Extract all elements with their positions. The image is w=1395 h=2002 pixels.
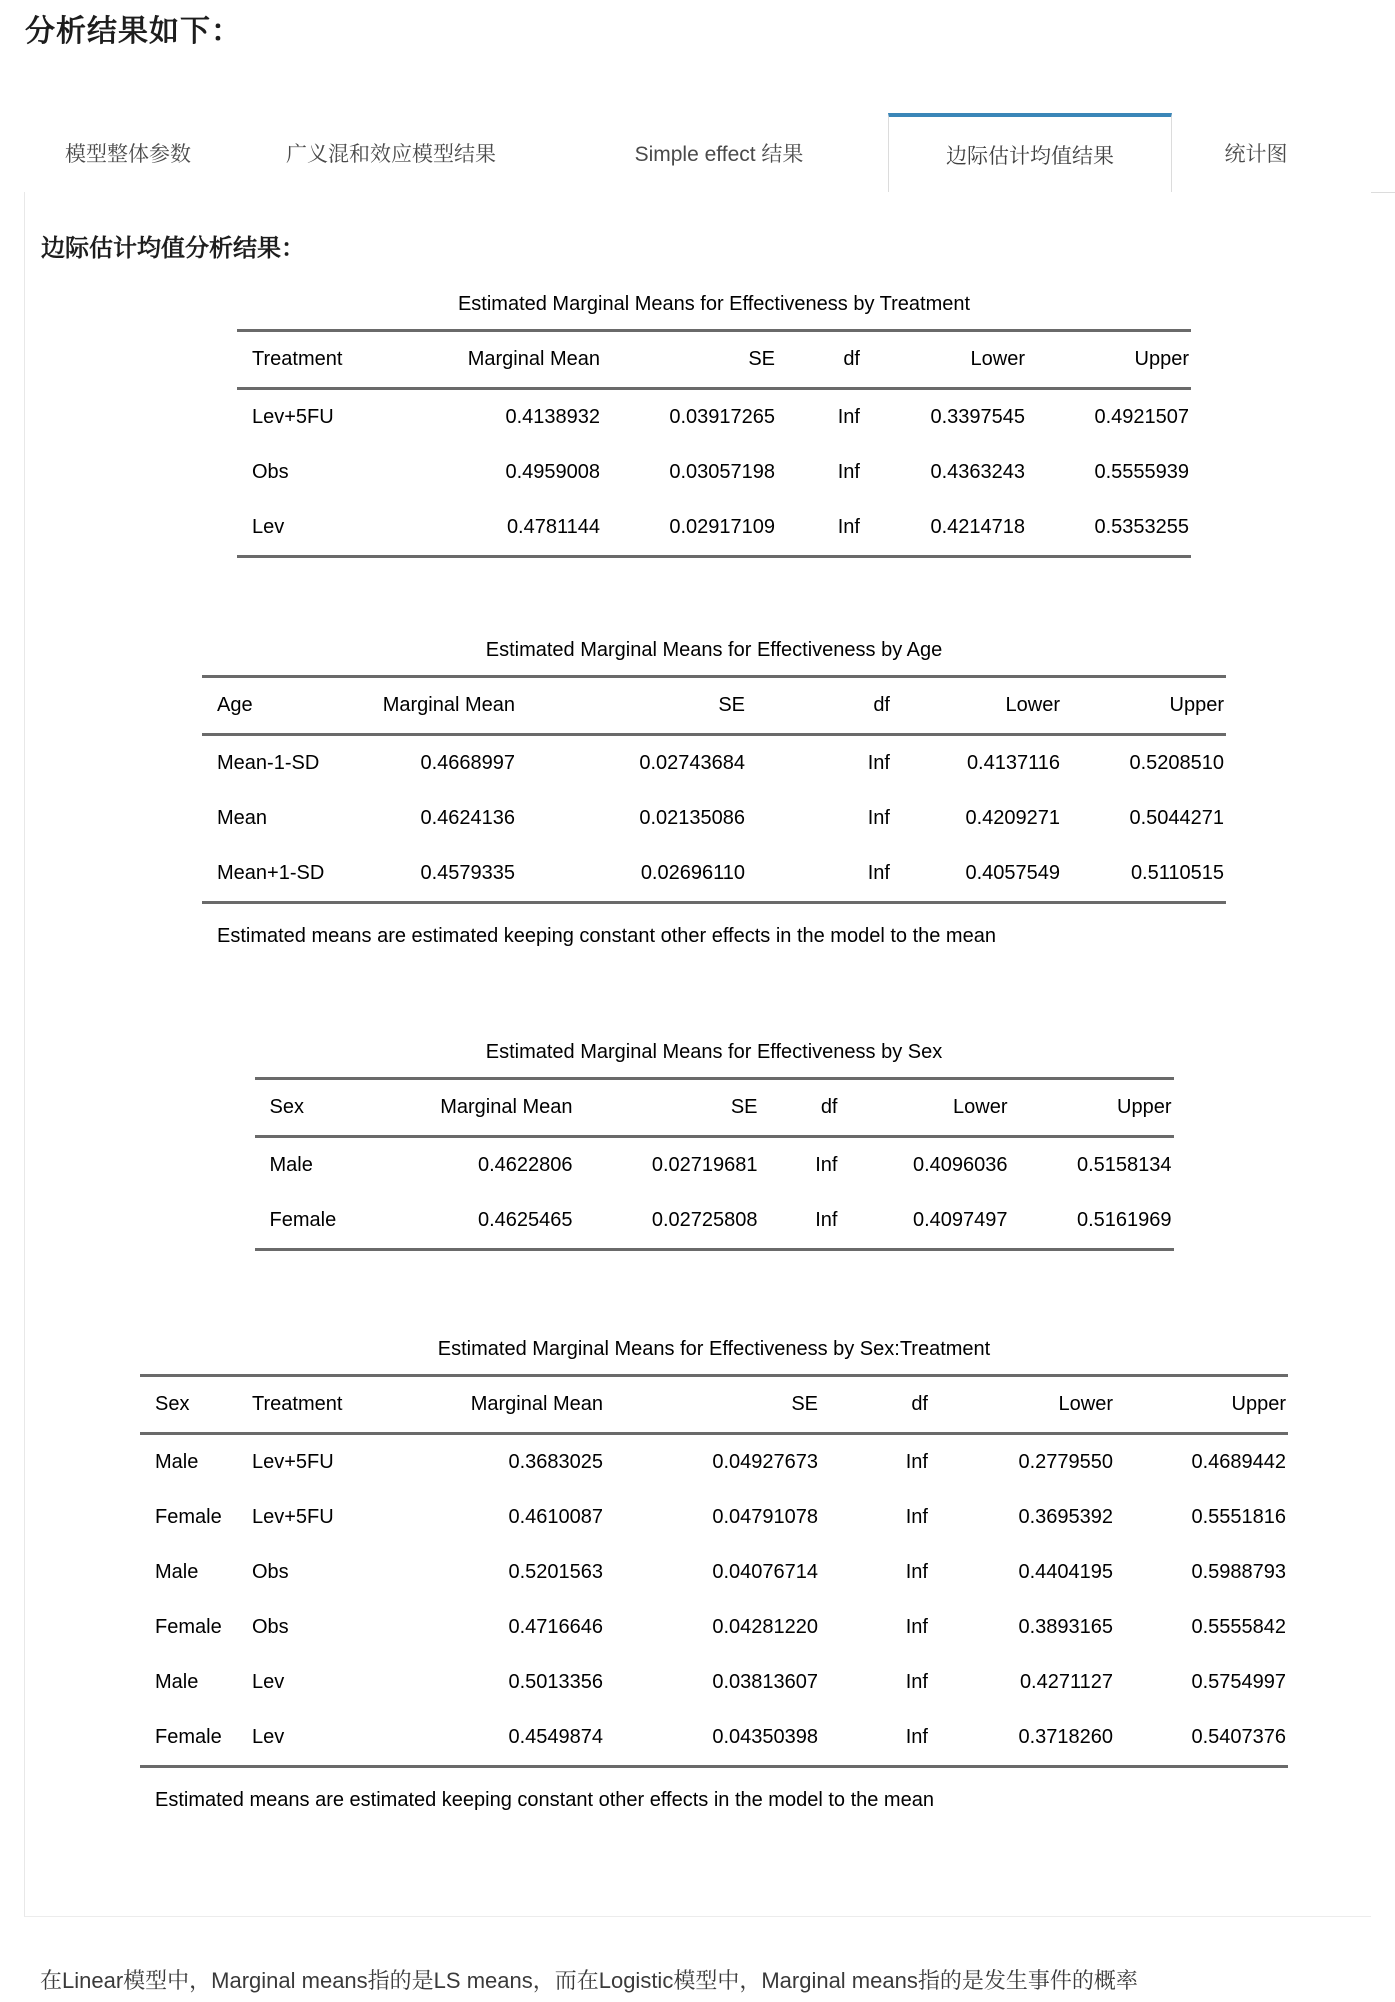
- column-header: Upper: [1117, 1096, 1172, 1118]
- table-header-row: [255, 1079, 1174, 1137]
- emm-table-block: [140, 1338, 1288, 1812]
- table-cell: Lev+5FU: [252, 406, 334, 428]
- column-header: Marginal Mean: [382, 694, 515, 716]
- tab-glmm-results[interactable]: [232, 113, 550, 192]
- table-cell: Inf: [867, 807, 890, 829]
- table-cell: 0.4404195: [1018, 1561, 1113, 1583]
- column-header: Lower: [1005, 694, 1060, 716]
- table-cell: Obs: [252, 1616, 289, 1638]
- column-header: Upper: [1231, 1393, 1286, 1415]
- table-cell: Inf: [837, 516, 860, 538]
- table-cell: Inf: [837, 406, 860, 428]
- tab-bar: [24, 113, 1395, 193]
- table-cell: 0.4057549: [965, 862, 1060, 884]
- tab-label: 边际估计均值结果: [946, 145, 1114, 168]
- table-cell: 0.2779550: [1018, 1451, 1113, 1473]
- table-cell: 0.02719681: [651, 1154, 758, 1176]
- table-cell: 0.02725808: [651, 1209, 758, 1231]
- table-cell: Lev+5FU: [252, 1506, 334, 1528]
- page-title: 分析结果如下：: [25, 15, 242, 48]
- table-cell: 0.04791078: [712, 1506, 818, 1528]
- table-title: Estimated Marginal Means for Effectiveness by Age: [485, 639, 943, 661]
- table-cell: 0.5158134: [1076, 1154, 1172, 1176]
- column-header: Treatment: [252, 348, 343, 370]
- table-cell: 0.02917109: [669, 516, 775, 538]
- column-header: Upper: [1134, 348, 1189, 370]
- table-header-row: [237, 331, 1191, 389]
- column-header: Sex: [269, 1096, 304, 1118]
- column-header: SE: [730, 1096, 758, 1118]
- table-row: [255, 1193, 1174, 1250]
- table-cell: Lev: [252, 1671, 285, 1693]
- table-cell: 0.4096036: [912, 1154, 1008, 1176]
- column-header: Marginal Mean: [467, 348, 600, 370]
- emm-table: [140, 1374, 1288, 1768]
- table-cell: Inf: [815, 1154, 838, 1176]
- table-row: [255, 1137, 1174, 1194]
- table-cell: 0.5201563: [508, 1561, 603, 1583]
- table-cell: 0.4138932: [505, 406, 600, 428]
- table-footnote: Estimated means are estimated keeping constant other effects in the model to the mean: [217, 925, 996, 947]
- column-header: SE: [791, 1393, 818, 1415]
- tab-stat-plots[interactable]: [1172, 113, 1340, 192]
- table-cell: Female: [155, 1726, 222, 1748]
- table-row: [237, 445, 1191, 500]
- table-row: [202, 735, 1226, 792]
- table-cell: 0.03917265: [669, 406, 775, 428]
- table-cell: 0.04350398: [712, 1726, 818, 1748]
- table-cell: 0.5407376: [1191, 1726, 1286, 1748]
- column-header: Sex: [155, 1393, 190, 1415]
- table-cell: Female: [269, 1209, 337, 1231]
- table-cell: 0.4668997: [420, 752, 515, 774]
- table-cell: 0.4214718: [930, 516, 1025, 538]
- table-cell: 0.4579335: [420, 862, 515, 884]
- tab-panel: [24, 192, 1371, 1917]
- table-cell: Lev: [252, 1726, 285, 1748]
- table-cell: 0.5555842: [1191, 1616, 1286, 1638]
- table-title: Estimated Marginal Means for Effectiveness by Sex: [485, 1041, 943, 1063]
- table-cell: 0.4549874: [508, 1726, 603, 1748]
- table-cell: 0.5754997: [1191, 1671, 1286, 1693]
- table-cell: 0.4209271: [965, 807, 1060, 829]
- table-cell: Obs: [252, 1561, 289, 1583]
- table-cell: Mean+1-SD: [217, 862, 325, 884]
- table-cell: 0.3893165: [1018, 1616, 1113, 1638]
- table-row: [140, 1434, 1288, 1491]
- table-cell: 0.5044271: [1129, 807, 1224, 829]
- tab-label: 广义混和效应模型结果: [286, 142, 496, 166]
- table-cell: 0.04076714: [712, 1561, 818, 1583]
- column-header: SE: [718, 694, 745, 716]
- table-cell: 0.5555939: [1094, 461, 1189, 483]
- table-cell: 0.5161969: [1076, 1209, 1172, 1231]
- table-row: [140, 1600, 1288, 1655]
- table-cell: Inf: [837, 461, 860, 483]
- tab-label: Simple effect 结果: [634, 142, 804, 166]
- column-header: Lower: [953, 1096, 1008, 1118]
- table-cell: 0.5988793: [1191, 1561, 1286, 1583]
- tab-label: 模型整体参数: [65, 142, 191, 166]
- table-row: [237, 500, 1191, 557]
- table-cell: Inf: [905, 1451, 928, 1473]
- table-cell: 0.4921507: [1094, 406, 1189, 428]
- table-row: [237, 389, 1191, 446]
- table-row: [140, 1655, 1288, 1710]
- table-cell: 0.5551816: [1191, 1506, 1286, 1528]
- table-row: [202, 791, 1226, 846]
- table-cell: 0.02743684: [639, 752, 745, 774]
- table-header-row: [140, 1376, 1288, 1434]
- section-heading: 边际估计均值分析结果：: [41, 235, 305, 262]
- tab-label: 统计图: [1224, 142, 1288, 166]
- emm-table-block: [237, 293, 1191, 558]
- emm-table: [237, 329, 1191, 558]
- table-cell: Male: [269, 1154, 313, 1176]
- table-cell: 0.3397545: [930, 406, 1025, 428]
- table-cell: Inf: [905, 1671, 928, 1693]
- column-header: Lower: [970, 348, 1025, 370]
- table-cell: 0.4610087: [508, 1506, 603, 1528]
- tables-container: [25, 293, 1371, 1812]
- column-header: Lower: [1058, 1393, 1113, 1415]
- table-row: [140, 1545, 1288, 1600]
- emm-table: [255, 1077, 1174, 1251]
- emm-table: [202, 675, 1226, 904]
- table-cell: Inf: [905, 1506, 928, 1528]
- emm-table-block: [255, 1041, 1174, 1251]
- table-cell: 0.3683025: [508, 1451, 603, 1473]
- table-cell: Obs: [252, 461, 289, 483]
- column-header: Treatment: [252, 1393, 343, 1415]
- table-cell: 0.3718260: [1018, 1726, 1113, 1748]
- table-cell: Female: [155, 1616, 222, 1638]
- table-cell: Inf: [867, 752, 890, 774]
- table-cell: 0.4097497: [912, 1209, 1008, 1231]
- table-cell: 0.4716646: [508, 1616, 603, 1638]
- table-cell: 0.5013356: [508, 1671, 603, 1693]
- table-cell: 0.5110515: [1130, 862, 1224, 884]
- tab-model-overall-params[interactable]: [24, 113, 232, 192]
- column-header: df: [911, 1393, 928, 1415]
- table-cell: 0.02696110: [640, 862, 745, 884]
- table-cell: 0.4625465: [477, 1209, 573, 1231]
- table-cell: Lev: [252, 516, 285, 538]
- column-header: df: [820, 1096, 838, 1118]
- column-header: Age: [217, 694, 253, 716]
- table-cell: 0.4622806: [477, 1154, 573, 1176]
- column-header: df: [873, 694, 890, 716]
- table-cell: Lev+5FU: [252, 1451, 334, 1473]
- table-cell: 0.4271127: [1019, 1671, 1113, 1693]
- table-cell: 0.4363243: [930, 461, 1025, 483]
- table-cell: 0.3695392: [1018, 1506, 1113, 1528]
- column-header: Upper: [1169, 694, 1224, 716]
- table-footnote: Estimated means are estimated keeping constant other effects in the model to the mean: [155, 1789, 934, 1811]
- table-cell: Male: [155, 1671, 199, 1693]
- table-cell: 0.02135086: [639, 807, 745, 829]
- emm-table-block: [202, 639, 1226, 948]
- column-header: df: [843, 348, 860, 370]
- column-header: Marginal Mean: [440, 1096, 573, 1118]
- table-row: [202, 846, 1226, 903]
- table-row: [140, 1490, 1288, 1545]
- table-cell: Mean: [217, 807, 268, 829]
- column-header: Marginal Mean: [470, 1393, 603, 1415]
- table-cell: Inf: [867, 862, 890, 884]
- table-cell: 0.4624136: [420, 807, 515, 829]
- table-cell: Female: [155, 1506, 222, 1528]
- table-cell: 0.5353255: [1094, 516, 1189, 538]
- tab-simple-effect-results[interactable]: [550, 113, 888, 192]
- table-title: Estimated Marginal Means for Effectiveness by Treatment: [457, 293, 971, 315]
- table-title: Estimated Marginal Means for Effectiveness by Sex:Treatment: [437, 1338, 991, 1360]
- table-cell: Male: [155, 1451, 199, 1473]
- table-row: [140, 1710, 1288, 1767]
- table-cell: Inf: [905, 1616, 928, 1638]
- table-cell: 0.03057198: [669, 461, 775, 483]
- table-cell: Mean-1-SD: [217, 752, 320, 774]
- table-cell: 0.4781144: [506, 516, 600, 538]
- table-cell: Inf: [905, 1726, 928, 1748]
- table-header-row: [202, 677, 1226, 735]
- table-cell: 0.04281220: [712, 1616, 818, 1638]
- tab-emm-results[interactable]: [888, 113, 1172, 193]
- footer-note: 在Linear模型中，Marginal means指的是LS means，而在Logistic模型中，Marginal means指的是发生事件的概率: [40, 1968, 1138, 1993]
- table-cell: Inf: [905, 1561, 928, 1583]
- column-header: SE: [748, 348, 775, 370]
- table-cell: 0.4959008: [505, 461, 600, 483]
- table-cell: 0.04927673: [712, 1451, 818, 1473]
- table-cell: Male: [155, 1561, 199, 1583]
- table-cell: 0.03813607: [712, 1671, 818, 1693]
- table-cell: 0.5208510: [1129, 752, 1224, 774]
- table-cell: 0.4137116: [966, 752, 1060, 774]
- table-cell: 0.4689442: [1191, 1451, 1286, 1473]
- table-cell: Inf: [815, 1209, 838, 1231]
